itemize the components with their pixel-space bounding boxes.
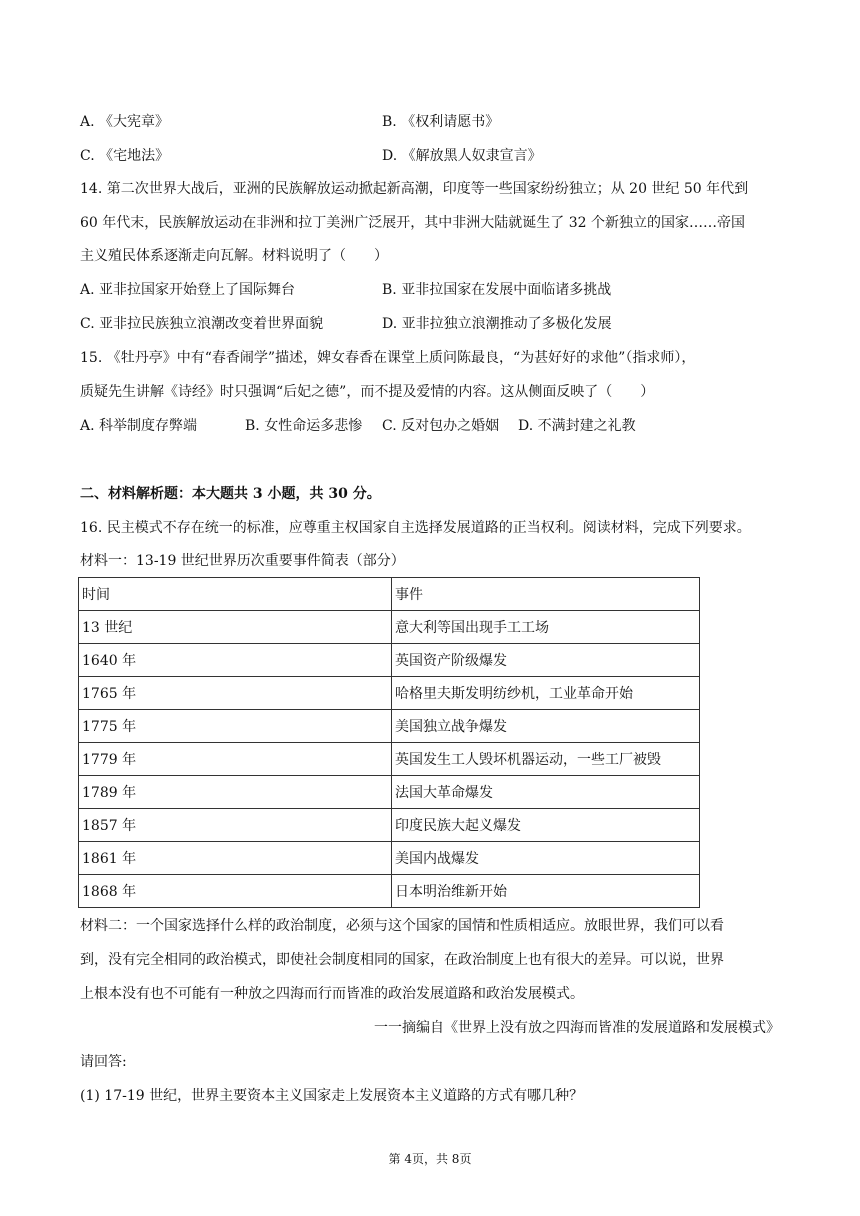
table-cell-time: 1868 年 (79, 875, 392, 908)
table-header-event: 事件 (392, 578, 700, 611)
q14-option-b: B. 亚非拉国家在发展中面临诸多挑战 (382, 282, 612, 298)
q13-option-b: B. 《权利请愿书》 (382, 114, 500, 130)
table-cell-time: 1789 年 (79, 776, 392, 809)
table-cell-event: 美国内战爆发 (392, 842, 700, 875)
table-row (79, 809, 700, 842)
table-cell-event: 美国独立战争爆发 (392, 710, 700, 743)
table-cell-time: 1861 年 (79, 842, 392, 875)
table-cell-event: 日本明治维新开始 (392, 875, 700, 908)
table-row (79, 611, 700, 644)
q14-stem-line-1: 14. 第二次世界大战后，亚洲的民族解放运动掀起新高潮，印度等一些国家纷纷独立；从 20 世纪 50 年代到 (80, 181, 749, 197)
q15-stem-line-2: 质疑先生讲解《诗经》时只强调“后妃之德”，而不提及爱情的内容。这从侧面反映了（ ） (80, 384, 655, 400)
table-cell-event: 哈格里夫斯发明纺纱机，工业革命开始 (392, 677, 700, 710)
table-row (79, 875, 700, 908)
table-row (79, 677, 700, 710)
q13-option-d: D. 《解放黑人奴隶宣言》 (382, 148, 542, 164)
q14-option-d: D. 亚非拉独立浪潮推动了多极化发展 (382, 316, 612, 332)
q14-stem-line-3: 主义殖民体系逐渐走向瓦解。材料说明了（ ） (80, 248, 388, 264)
q16-sub-question-1: (1) 17-19 世纪，世界主要资本主义国家走上发展资本主义道路的方式有哪几种？ (80, 1088, 584, 1104)
q14-option-a: A. 亚非拉国家开始登上了国际舞台 (80, 282, 296, 298)
table-cell-time: 13 世纪 (79, 611, 392, 644)
events-table (78, 577, 700, 908)
table-cell-event: 英国发生工人毁坏机器运动，一些工厂被毁 (392, 743, 700, 776)
table-row (79, 842, 700, 875)
table-row (79, 776, 700, 809)
page-footer: 第 4页，共 8页 (388, 1152, 472, 1166)
table-cell-event: 印度民族大起义爆发 (392, 809, 700, 842)
q15-option-c: C. 反对包办之婚姻 (382, 418, 500, 434)
q13-option-a: A. 《大宪章》 (80, 114, 170, 130)
material-1-title: 材料一：13-19 世纪世界历次重要事件简表（部分） (80, 553, 405, 569)
table-cell-event: 英国资产阶级爆发 (392, 644, 700, 677)
q13-option-c: C. 《宅地法》 (80, 148, 170, 164)
table-cell-time: 1775 年 (79, 710, 392, 743)
q15-stem-line-1: 15. 《牡丹亭》中有“春香闹学”描述，婢女春香在课堂上质问陈最良，“为甚好好的求他”（指求师）， (80, 350, 696, 366)
q15-option-a: A. 科举制度存弊端 (80, 418, 198, 434)
q14-option-c: C. 亚非拉民族独立浪潮改变着世界面貌 (80, 316, 324, 332)
table-cell-time: 1857 年 (79, 809, 392, 842)
table-cell-event: 法国大革命爆发 (392, 776, 700, 809)
table-header-time: 时间 (79, 578, 392, 611)
table-row (79, 644, 700, 677)
table-cell-time: 1779 年 (79, 743, 392, 776)
material-2-line-2: 到，没有完全相同的政治模式，即使社会制度相同的国家，在政治制度上也有很大的差异。可以说，世界 (80, 952, 724, 968)
section-2-title: 二、材料解析题：本大题共 3 小题，共 30 分。 (80, 486, 381, 502)
table-cell-time: 1640 年 (79, 644, 392, 677)
table-row (79, 710, 700, 743)
material-2-line-3: 上根本没有也不可能有一种放之四海而行而皆准的政治发展道路和政治发展模式。 (80, 986, 584, 1002)
q15-option-b: B. 女性命运多悲惨 (245, 418, 363, 434)
q14-stem-line-2: 60 年代末，民族解放运动在非洲和拉丁美洲广泛展开，其中非洲大陆就诞生了 32 个新独立的国家……帝国 (80, 215, 745, 231)
table-row (79, 743, 700, 776)
table-cell-time: 1765 年 (79, 677, 392, 710)
table-header-row (79, 578, 700, 611)
material-2-source: 一一摘编自《世界上没有放之四海而皆准的发展道路和发展模式》 (374, 1020, 780, 1036)
q16-intro: 16. 民主模式不存在统一的标准，应尊重主权国家自主选择发展道路的正当权利。阅读材料，完成下列要求。 (80, 520, 751, 536)
q15-option-d: D. 不满封建之礼教 (518, 418, 636, 434)
table-cell-event: 意大利等国出现手工工场 (392, 611, 700, 644)
answer-prompt: 请回答: (80, 1054, 127, 1070)
material-2-line-1: 材料二：一个国家选择什么样的政治制度，必须与这个国家的国情和性质相适应。放眼世界，我们可以看 (80, 918, 724, 934)
